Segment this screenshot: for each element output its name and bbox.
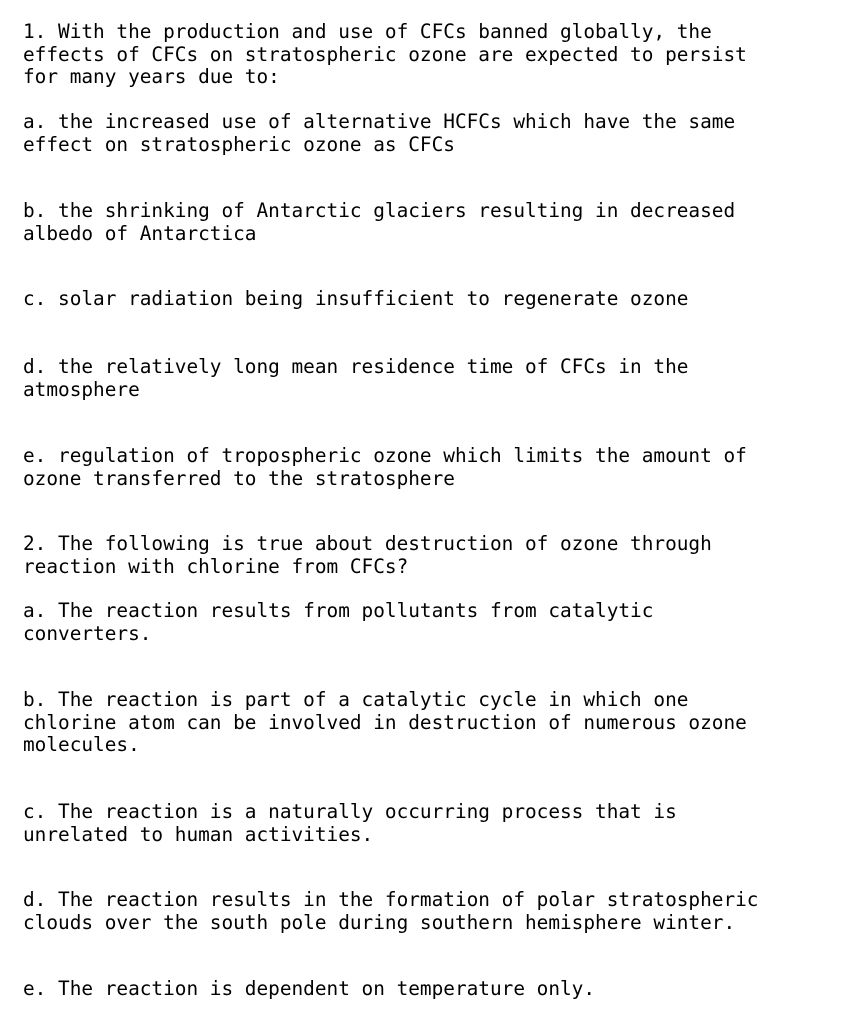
question-1-option-e: e. regulation of tropospheric ozone which limits the amount of ozone transferred to the stratosphere: [23, 444, 747, 490]
question-1-option-b: b. the shrinking of Antarctic glaciers resulting in decreased albedo of Antarctica: [23, 199, 736, 245]
question-1-option-c: c. solar radiation being insufficient to regenerate ozone: [23, 287, 689, 310]
question-2-stem: 2. The following is true about destruction of ozone through reaction with chlorine from CFCs?: [23, 532, 712, 578]
question-2-option-d: d. The reaction results in the formation of polar stratospheric clouds over the south pole during southern hemisphere winter.: [23, 888, 759, 934]
question-1-option-a: a. the increased use of alternative HCFCs which have the same effect on stratospheric ozone as CFCs: [23, 110, 736, 156]
question-1-option-d: d. the relatively long mean residence time of CFCs in the atmosphere: [23, 355, 689, 401]
question-2-option-b: b. The reaction is part of a catalytic cycle in which one chlorine atom can be involved in destruction of numerous ozone molecules.: [23, 688, 747, 756]
question-2-option-c: c. The reaction is a naturally occurring process that is unrelated to human activities.: [23, 800, 677, 846]
question-2-option-e: e. The reaction is dependent on temperature only.: [23, 977, 596, 1000]
question-2-option-a: a. The reaction results from pollutants from catalytic converters.: [23, 599, 654, 645]
question-1-stem: 1. With the production and use of CFCs banned globally, the effects of CFCs on stratospheric ozone are expected to persist for many years due to:: [23, 20, 747, 88]
